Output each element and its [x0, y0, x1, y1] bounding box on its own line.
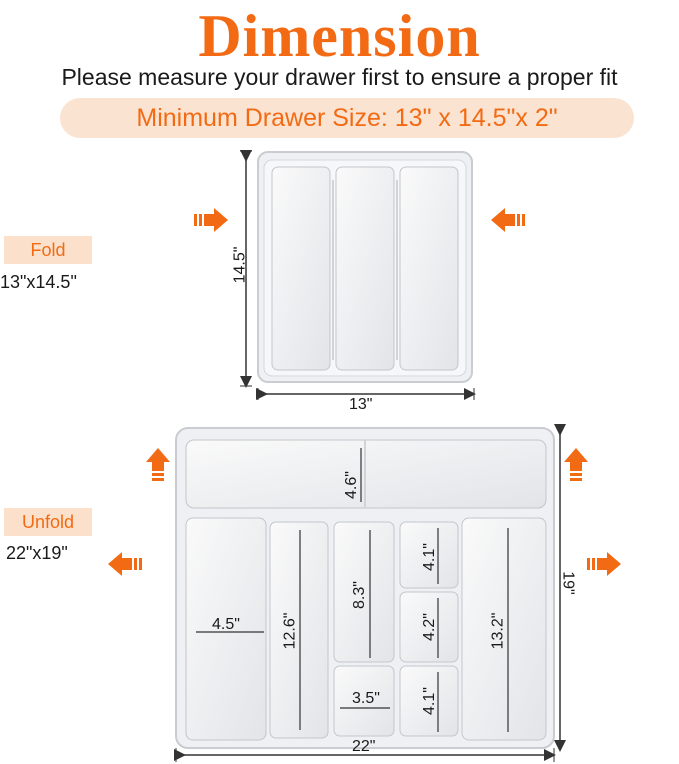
- unfold-arrow-left-icon: [108, 552, 142, 576]
- unfold-arrow-right-icon: [587, 552, 621, 576]
- unfold-width-dim: 22": [352, 738, 376, 755]
- small-c-dim: 4.1": [420, 687, 438, 715]
- second-len-dim: 12.6": [281, 612, 299, 650]
- small-b-dim: 4.2": [420, 613, 438, 641]
- unfold-arrow-up-left-icon: [146, 448, 170, 481]
- page-title: Dimension: [198, 3, 481, 69]
- page-subtitle: Please measure your drawer first to ensure a proper fit: [61, 64, 618, 90]
- small-a-dim: 4.1": [420, 543, 438, 571]
- unfold-label: Unfold: [4, 508, 92, 536]
- fold-size: 13"x14.5": [0, 272, 77, 292]
- folded-tray: [258, 152, 472, 382]
- left-width-dim: 4.5": [212, 616, 240, 633]
- top-depth-dim: 4.6": [342, 471, 360, 499]
- middle-width-dim: 3.5": [352, 690, 380, 707]
- unfold-height-dim: 19": [559, 571, 577, 595]
- fold-arrow-right-icon: [194, 208, 228, 232]
- fold-height-dim: 14.5": [231, 246, 249, 284]
- min-size-banner: Minimum Drawer Size: 13" x 14.5"x 2": [60, 98, 634, 138]
- right-len-dim: 13.2": [489, 612, 507, 650]
- unfold-arrow-up-right-icon: [564, 448, 588, 481]
- fold-arrow-left-icon: [491, 208, 525, 232]
- middle-len-dim: 8.3": [350, 581, 368, 609]
- unfold-size: 22"x19": [6, 543, 68, 563]
- fold-width-dim: 13": [349, 396, 373, 413]
- fold-label: Fold: [4, 236, 92, 264]
